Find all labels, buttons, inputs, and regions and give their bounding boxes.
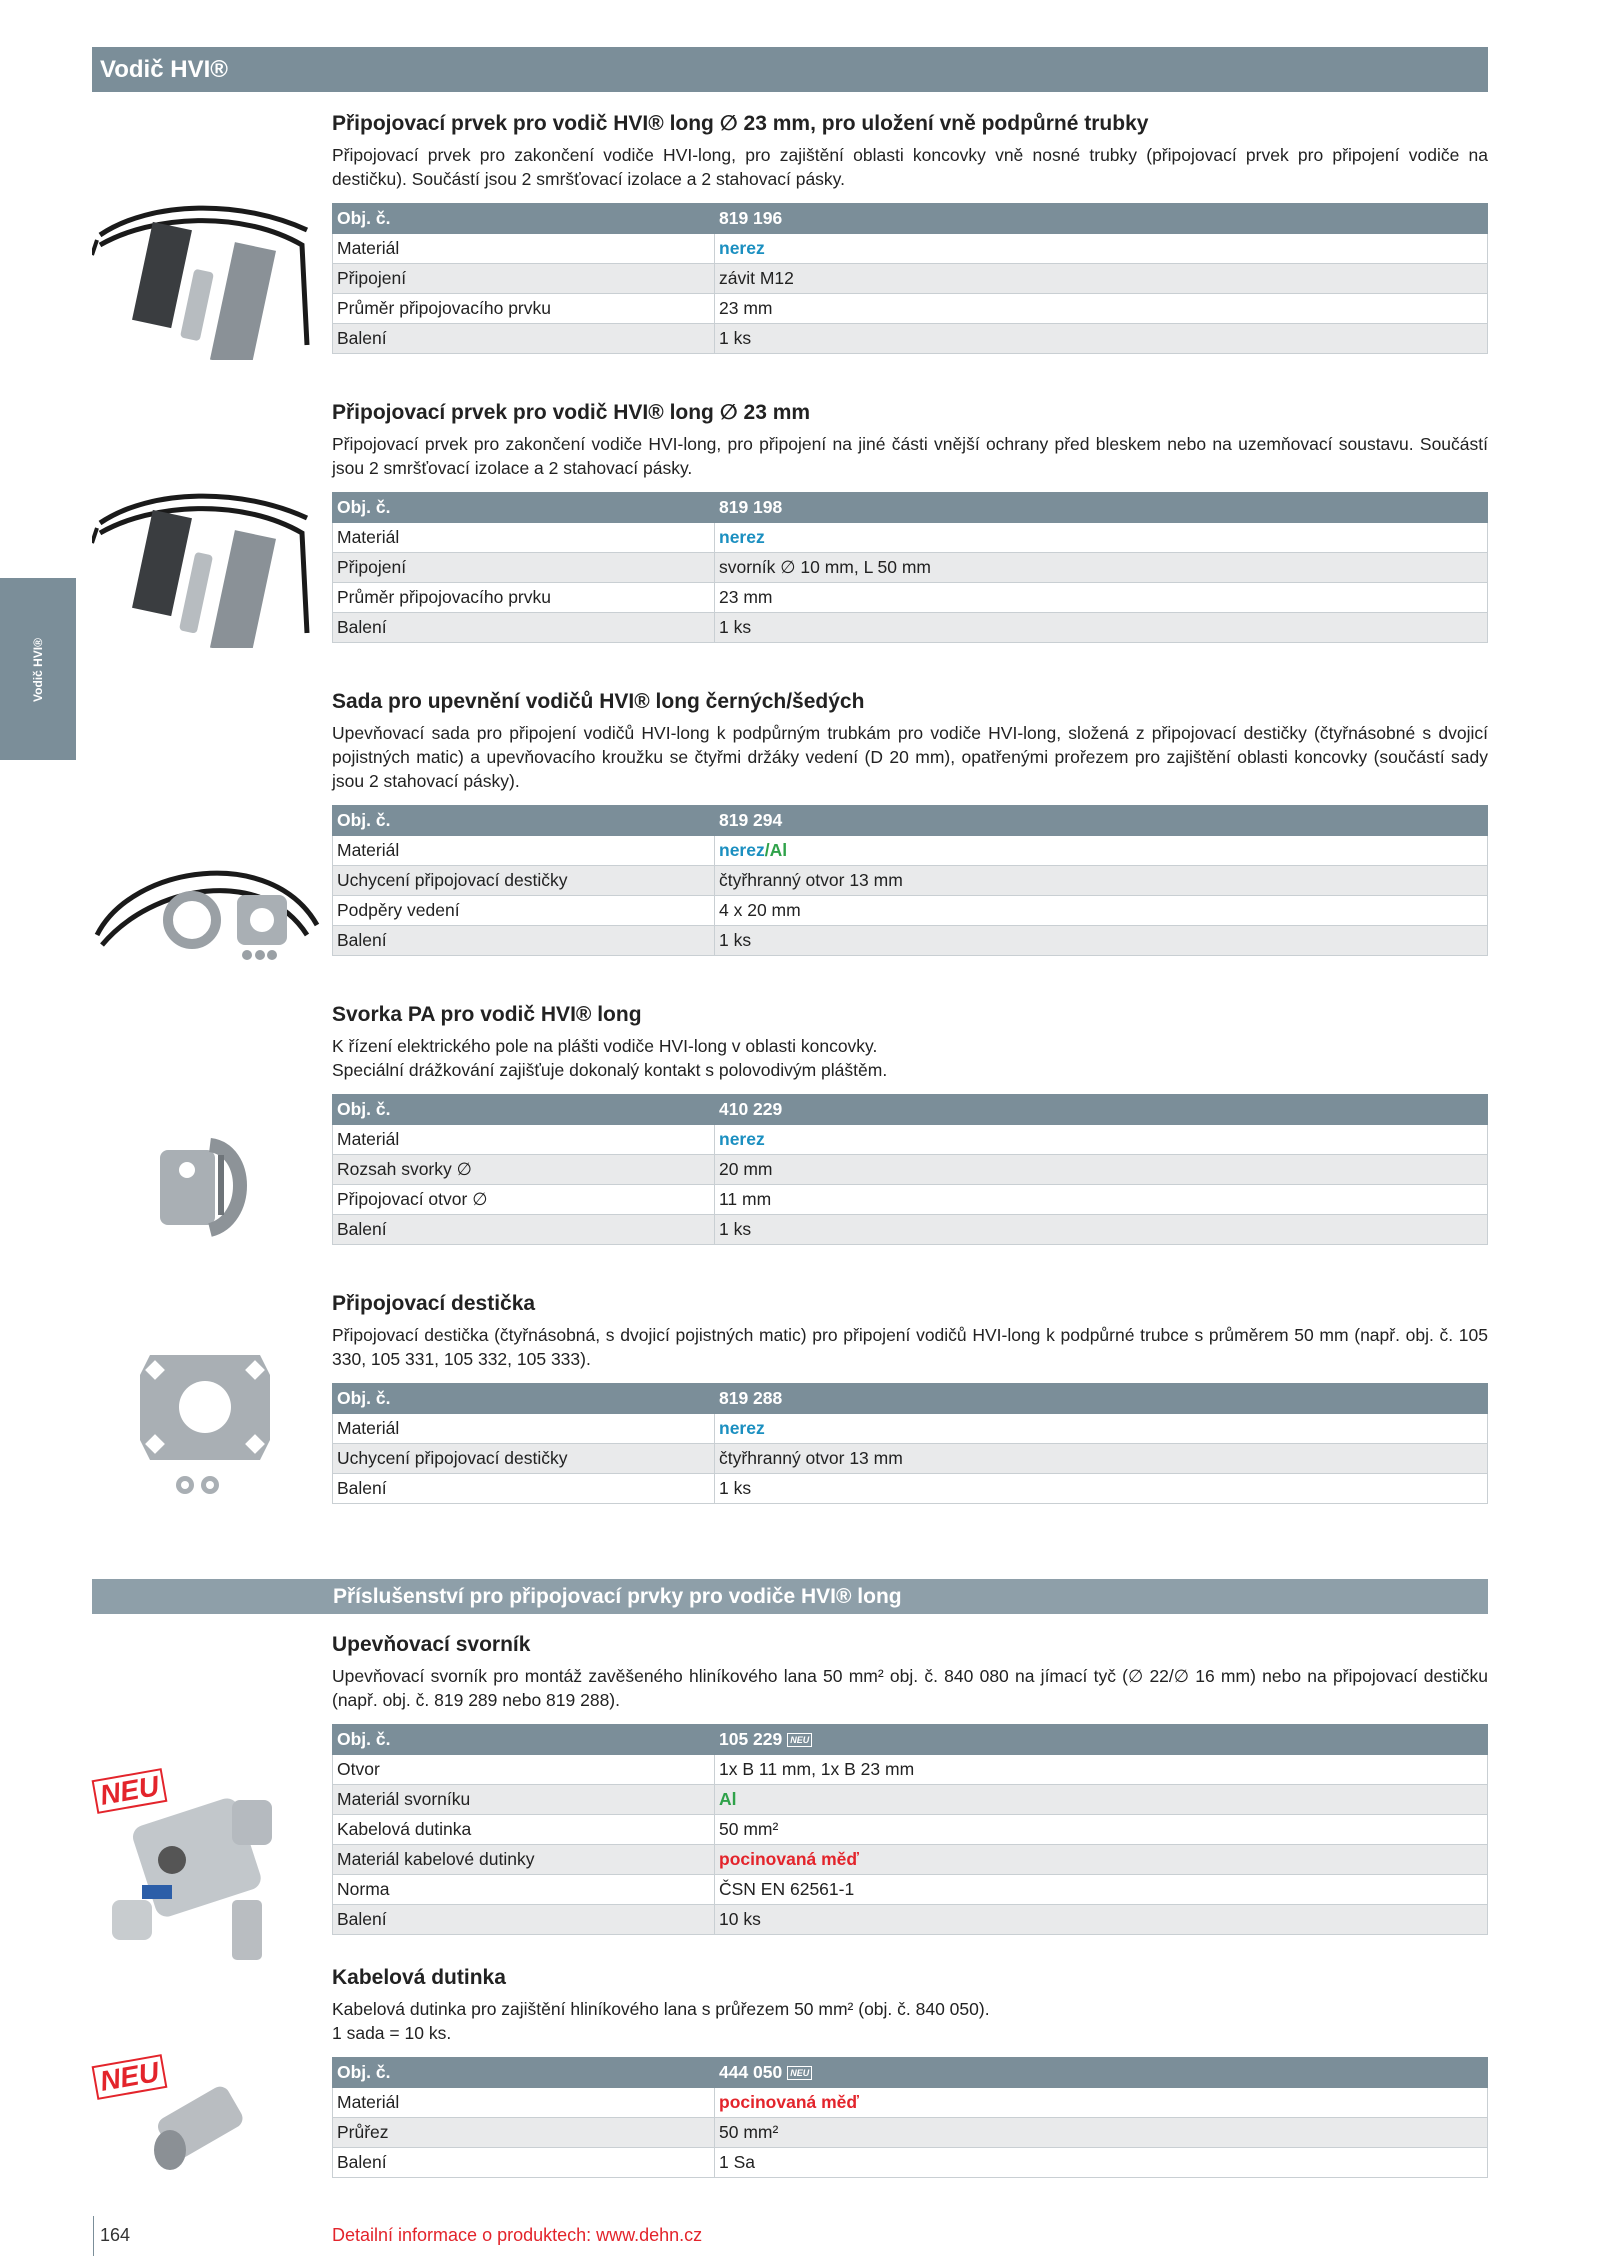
spec-key: Průměr připojovacího prvku (333, 294, 715, 324)
spec-key: Kabelová dutinka (333, 1815, 715, 1845)
footer-link[interactable]: Detailní informace o produktech: www.dehn.cz (332, 2225, 703, 2245)
spec-value: pocinovaná měď (715, 2088, 1488, 2118)
product-title: Sada pro upevnění vodičů HVI® long černých/šedých (332, 690, 865, 713)
spec-key: Balení (333, 1474, 715, 1504)
order-number: 819 288 (715, 1384, 1488, 1414)
spec-value: 20 mm (715, 1155, 1488, 1185)
order-number: 410 229 (715, 1095, 1488, 1125)
product-819288 (332, 1291, 1488, 1504)
order-number-cell (715, 2058, 1488, 2088)
spec-key: Materiál (333, 1414, 715, 1444)
side-tab[interactable] (0, 578, 76, 760)
spec-value: 11 mm (715, 1185, 1488, 1215)
order-label: Obj. č. (333, 1095, 715, 1125)
spec-table (332, 1724, 1488, 1935)
spec-table (332, 492, 1488, 643)
side-tab-label: Vodič HVI® (31, 638, 45, 702)
product-819294 (332, 689, 1488, 956)
product-105229 (332, 1632, 1488, 1935)
spec-value: čtyřhranný otvor 13 mm (715, 1444, 1488, 1474)
product-410229 (332, 1002, 1488, 1245)
spec-key: Připojení (333, 553, 715, 583)
order-label: Obj. č. (333, 493, 715, 523)
order-label: Obj. č. (333, 806, 715, 836)
product-title: Připojovací destička (332, 1292, 536, 1315)
spec-value: 50 mm² (715, 2118, 1488, 2148)
product-description: Připojovací prvek pro zakončení vodiče HVI-long, pro zajištění oblasti koncovky vně nosné trubky (připojovací prvek pro připojení vodiče na destičku). Součástí jsou 2 smršťovací izolace a 2 stahovací pásky. (332, 145, 1488, 189)
spec-value: ČSN EN 62561-1 (715, 1875, 1488, 1905)
spec-value: nerez (715, 523, 1488, 553)
spec-key: Rozsah svorky ∅ (333, 1155, 715, 1185)
spec-value: 50 mm² (715, 1815, 1488, 1845)
spec-key: Průřez (333, 2118, 715, 2148)
spec-key: Balení (333, 2148, 715, 2178)
order-number: 105 229 (719, 1729, 783, 1749)
order-number-cell (715, 1725, 1488, 1755)
spec-value: 1 ks (715, 324, 1488, 354)
spec-value: 1 ks (715, 613, 1488, 643)
spec-value: pocinovaná měď (715, 1845, 1488, 1875)
product-title: Svorka PA pro vodič HVI® long (332, 1003, 642, 1026)
product-444050 (332, 1965, 1488, 2178)
spec-key: Balení (333, 1215, 715, 1245)
neu-badge-105229: NEU (92, 1768, 168, 1814)
spec-value: 1 Sa (715, 2148, 1488, 2178)
spec-key: Uchycení připojovací destičky (333, 866, 715, 896)
spec-key: Materiál kabelové dutinky (333, 1845, 715, 1875)
order-number: 819 198 (715, 493, 1488, 523)
spec-key: Balení (333, 926, 715, 956)
spec-table (332, 805, 1488, 956)
product-title: Připojovací prvek pro vodič HVI® long ∅ 23 mm, pro uložení vně podpůrné trubky (332, 112, 1149, 135)
spec-value: svorník ∅ 10 mm, L 50 mm (715, 553, 1488, 583)
neu-badge-444050: NEU (92, 2054, 168, 2100)
neu-tag: NEU (787, 2066, 812, 2080)
spec-value: nerez (715, 234, 1488, 264)
spec-key: Balení (333, 324, 715, 354)
connection-element-image-1 (92, 170, 317, 360)
product-description: K řízení elektrického pole na plášti vodiče HVI-long v oblasti koncovky. Speciální drážkování zajišťuje dokonalý kontakt s polovodivým pláštěm. (332, 1036, 888, 1080)
product-description: Upevňovací sada pro připojení vodičů HVI-long k podpůrným trubkám pro vodiče HVI-long, složená z připojovací destičky (čtyřnásobné s dvojicí pojistných matic) a upevňovacího kroužku se čtyřmi držáky vedení (D 20 mm), opatřenými prořezem pro zajištění oblasti koncovky (součástí sady jsou 2 stahovací pásky). (332, 723, 1488, 791)
cable-lug-image (140, 2080, 260, 2180)
spec-key: Podpěry vedení (333, 896, 715, 926)
order-label: Obj. č. (333, 1384, 715, 1414)
product-description: Připojovací prvek pro zakončení vodiče HVI-long, pro připojení na jiné části vnější ochrany před bleskem nebo na uzemňovací soustavu. Součástí jsou 2 smršťovací izolace a 2 stahovací pásky. (332, 434, 1488, 478)
section-title: Příslušenství pro připojovací prvky pro vodiče HVI® long (333, 1585, 902, 1608)
chapter-header (92, 47, 1488, 92)
spec-key: Připojení (333, 264, 715, 294)
order-number: 819 294 (715, 806, 1488, 836)
spec-key: Materiál (333, 1125, 715, 1155)
connection-plate-image (130, 1345, 280, 1500)
spec-value: nerez (715, 1414, 1488, 1444)
product-description: Kabelová dutinka pro zajištění hliníkového lana s průřezem 50 mm² (obj. č. 840 050). 1 sada = 10 ks. (332, 1999, 990, 2043)
spec-value: 23 mm (715, 294, 1488, 324)
spec-value: nerez/Al (715, 836, 1488, 866)
spec-key: Balení (333, 613, 715, 643)
spec-value: 1x B 11 mm, 1x B 23 mm (715, 1755, 1488, 1785)
product-description: Připojovací destička (čtyřnásobná, s dvojicí pojistných matic) pro připojení vodičů HVI-long k podpůrné trubce s průměrem 50 mm (např. obj. č. 105 330, 105 331, 105 332, 105 333). (332, 1325, 1488, 1369)
spec-value: 10 ks (715, 1905, 1488, 1935)
spec-key: Materiál (333, 234, 715, 264)
spec-key: Materiál svorníku (333, 1785, 715, 1815)
fastening-set-image (92, 825, 322, 965)
product-819196 (332, 111, 1488, 354)
page-number: 164 (100, 2225, 131, 2245)
spec-value: Al (715, 1785, 1488, 1815)
connection-element-image-2 (92, 458, 317, 648)
spec-key: Norma (333, 1875, 715, 1905)
spec-value: čtyřhranný otvor 13 mm (715, 866, 1488, 896)
product-title: Připojovací prvek pro vodič HVI® long ∅ 23 mm (332, 401, 811, 424)
chapter-title: Vodič HVI® (100, 56, 228, 83)
spec-table (332, 203, 1488, 354)
spec-key: Materiál (333, 523, 715, 553)
order-number: 819 196 (715, 204, 1488, 234)
spec-key: Materiál (333, 836, 715, 866)
spec-key: Uchycení připojovací destičky (333, 1444, 715, 1474)
spec-table (332, 2057, 1488, 2178)
spec-value: 1 ks (715, 1474, 1488, 1504)
spec-key: Připojovací otvor ∅ (333, 1185, 715, 1215)
product-819198 (332, 400, 1488, 643)
spec-table (332, 1383, 1488, 1504)
spec-value: nerez (715, 1125, 1488, 1155)
spec-key: Průměr připojovacího prvku (333, 583, 715, 613)
spec-key: Balení (333, 1905, 715, 1935)
order-label: Obj. č. (333, 2058, 715, 2088)
spec-value: 23 mm (715, 583, 1488, 613)
pa-clamp-image (150, 1130, 260, 1240)
footer-divider (93, 2216, 94, 2256)
spec-value: 1 ks (715, 926, 1488, 956)
order-number: 444 050 (719, 2062, 783, 2082)
spec-value: 1 ks (715, 1215, 1488, 1245)
spec-key: Materiál (333, 2088, 715, 2118)
product-title: Upevňovací svorník (332, 1633, 531, 1656)
section-bar (92, 1579, 1488, 1614)
product-title: Kabelová dutinka (332, 1966, 506, 1989)
spec-value: 4 x 20 mm (715, 896, 1488, 926)
product-description: Upevňovací svorník pro montáž zavěšeného hliníkového lana 50 mm² obj. č. 840 080 na jímací tyč (∅ 22/∅ 16 mm) nebo na připojovací destičku (např. obj. č. 819 289 nebo 819 288). (332, 1666, 1488, 1710)
order-label: Obj. č. (333, 204, 715, 234)
order-label: Obj. č. (333, 1725, 715, 1755)
spec-key: Otvor (333, 1755, 715, 1785)
spec-table (332, 1094, 1488, 1245)
spec-value: závit M12 (715, 264, 1488, 294)
neu-tag: NEU (787, 1733, 812, 1747)
